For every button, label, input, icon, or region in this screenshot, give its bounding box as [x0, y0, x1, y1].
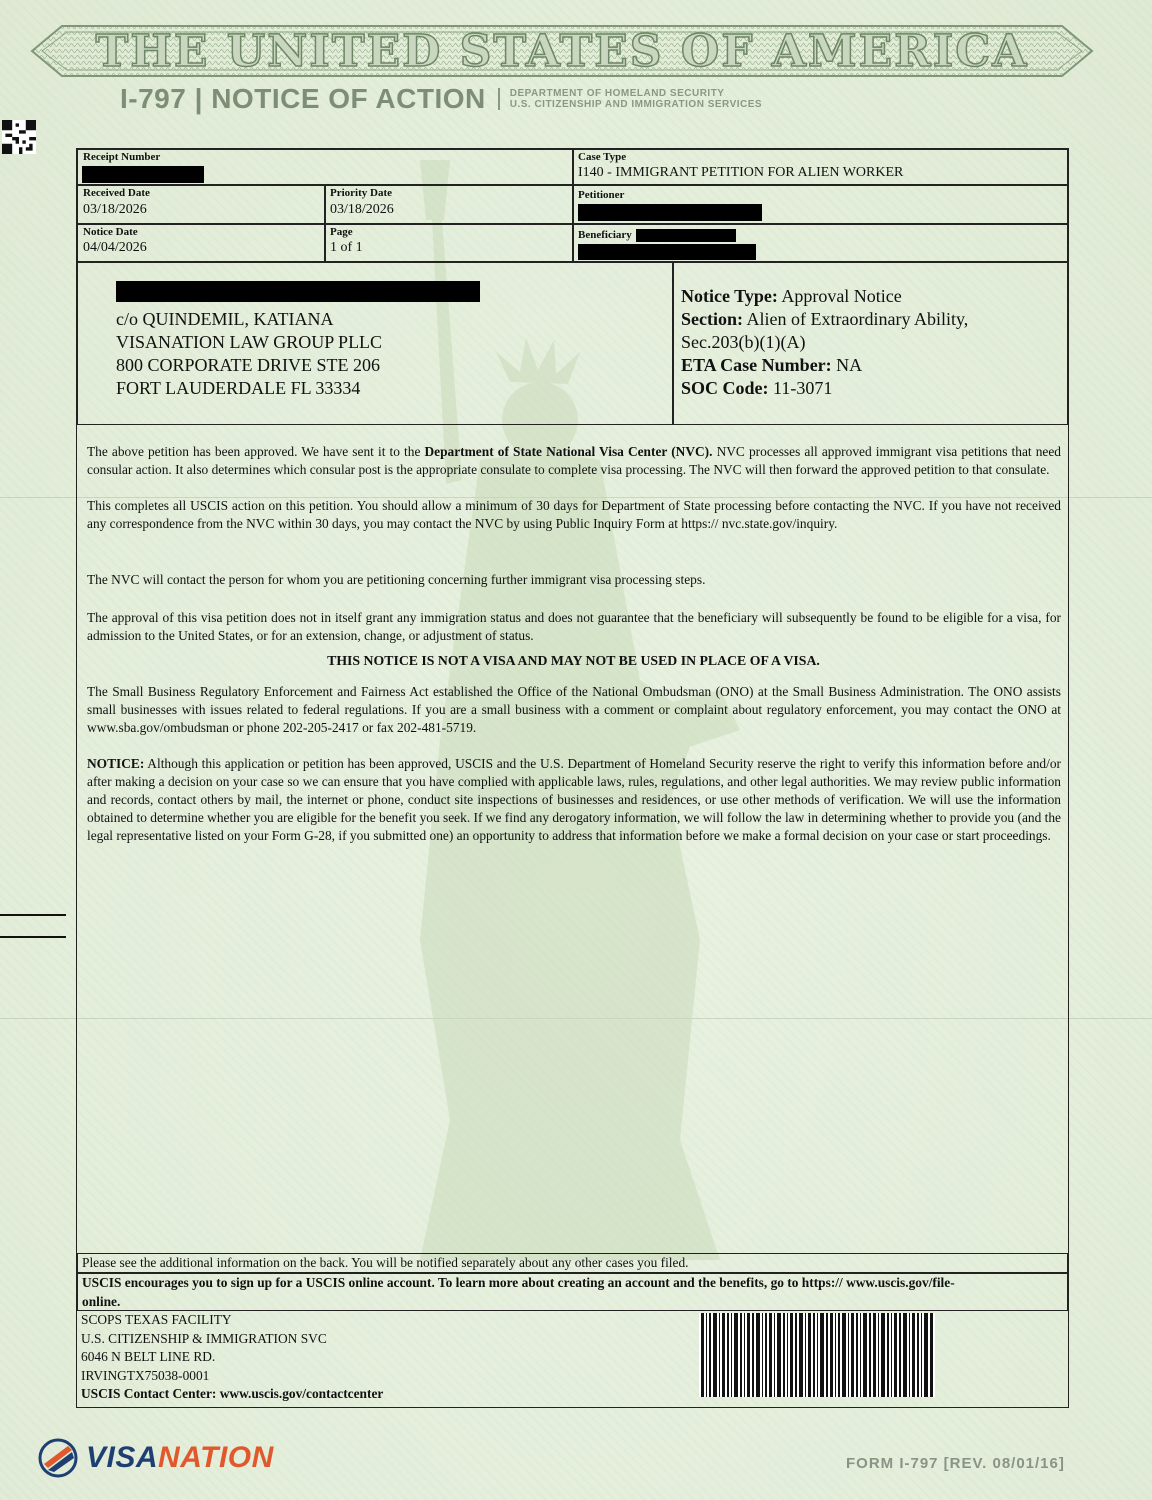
- notice-type-value: Approval Notice: [777, 286, 902, 306]
- notice-type-label: Notice Type:: [681, 286, 778, 306]
- address-line: FORT LAUDERDALE FL 33334: [116, 378, 361, 398]
- received-date-cell: [77, 185, 325, 224]
- logo-wordmark: [86, 1441, 274, 1475]
- case-type-label: Case Type: [578, 151, 627, 163]
- office-line: IRVINGTX75038-0001: [81, 1367, 210, 1383]
- page-label: Page: [330, 226, 353, 238]
- section-value-continued: Sec.203(b)(1)(A): [681, 332, 806, 352]
- barcode-icon: [699, 1313, 935, 1397]
- received-date-value: 03/18/2026: [83, 202, 147, 217]
- notice-date-label: Notice Date: [83, 226, 138, 238]
- visanation-logo-icon: [38, 1438, 80, 1478]
- additional-info-row: [77, 1253, 1068, 1273]
- notice-date-cell: [77, 224, 325, 262]
- banner-title: THE UNITED STATES OF AMERICA: [95, 25, 1029, 77]
- redaction-bar: [578, 244, 756, 260]
- margin-mark: [0, 914, 66, 916]
- notice-label: NOTICE:: [87, 756, 145, 771]
- section-value: Alien of Extraordinary Ability,: [743, 309, 969, 329]
- additional-info-text: Please see the additional information on the back. You will be notified separately about any other cases you filed.: [82, 1255, 689, 1270]
- priority-date-label: Priority Date: [330, 187, 392, 199]
- soc-code-value: 11-3071: [768, 378, 833, 398]
- logo-nation: NATION: [158, 1441, 274, 1474]
- paragraph-nvc-contact: The NVC will contact the person for whom you are petitioning concerning further immigrant visa processing steps.: [87, 572, 706, 587]
- eta-case-number-label: ETA Case Number:: [681, 355, 832, 375]
- form-title: I-797 | NOTICE OF ACTION: [120, 83, 486, 114]
- paragraph-text: Although this application or petition has been approved, USCIS and the U.S. Department of Homeland Security reserve the right to verify this information before and/or after making a decision on your case so we can ensure that you have complied with applicable laws, rules, regulations, and other legal authorities. We may review public information and records, contact others by mail, the internet or phone, conduct site inspections of businesses and residences, or use other methods of verification. We will use the information obtained to determine whether you are eligible for the benefit you seek. If we find any derogatory information, we will follow the law in determining whether to provide you (and the legal representative listed on your Form G-28, if you submitted one) an opportunity to address that information before we make a formal decision on your case or start proceedings.: [87, 756, 1061, 843]
- redaction-bar: [116, 281, 480, 302]
- mailing-address-block: [77, 262, 673, 425]
- paragraph-ombudsman: The Small Business Regulatory Enforcement and Fairness Act established the Office of the National Ombudsman (ONO) at the Small Business Administration. The ONO assists small businesses with issues related to federal regulations. If you are a small business with a comment or complaint about regulatory enforcement, you may contact the ONO at www.sba.gov/ombudsman or phone 202-205-2417 or fax 202-481-5719.: [87, 684, 1061, 735]
- petitioner-cell: [573, 185, 1068, 224]
- office-line: U.S. CITIZENSHIP & IMMIGRATION SVC: [81, 1330, 327, 1346]
- logo-visa: VISA: [86, 1441, 159, 1474]
- contact-center: USCIS Contact Center: www.uscis.gov/contactcenter: [81, 1386, 384, 1401]
- petitioner-label: Petitioner: [578, 189, 625, 201]
- address-line: 800 CORPORATE DRIVE STE 206: [116, 355, 381, 375]
- department-line-1: DEPARTMENT OF HOMELAND SECURITY: [509, 88, 725, 99]
- notice-form: [76, 148, 1069, 1408]
- header-banner: [22, 18, 1102, 84]
- receipt-number-cell: [77, 149, 573, 185]
- receipt-number-label: Receipt Number: [83, 151, 161, 163]
- visanation-logo: [38, 1438, 274, 1478]
- office-line: SCOPS TEXAS FACILITY: [81, 1312, 232, 1327]
- address-line: c/o QUINDEMIL, KATIANA: [116, 309, 334, 329]
- redaction-bar: [578, 204, 762, 221]
- redaction-bar: [82, 166, 204, 183]
- office-address: [81, 1311, 383, 1404]
- nvc-name: Department of State National Visa Center (NVC).: [424, 444, 713, 459]
- case-type-value: I140 - IMMIGRANT PETITION FOR ALIEN WORKER: [578, 165, 904, 180]
- redaction-bar: [636, 229, 736, 242]
- eta-case-number-value: NA: [831, 355, 863, 375]
- online-account-text: USCIS encourages you to sign up for a USCIS online account. To learn more about creating an account and the benefits, go to https:// www.uscis.gov/file-online.: [82, 1275, 955, 1309]
- online-account-row: [77, 1273, 1068, 1311]
- paragraph-text: The above petition has been approved. We have sent it to the: [87, 444, 425, 459]
- notice-details: [681, 285, 968, 400]
- case-type-cell: [573, 149, 1068, 185]
- not-a-visa-warning: THIS NOTICE IS NOT A VISA AND MAY NOT BE USED IN PLACE OF A VISA.: [327, 653, 820, 668]
- received-date-label: Received Date: [83, 187, 150, 199]
- paragraph-verification-notice: [87, 755, 1061, 845]
- department-label: [498, 88, 762, 110]
- soc-code-label: SOC Code:: [681, 378, 769, 398]
- priority-date-cell: [325, 185, 573, 224]
- priority-date-value: 03/18/2026: [330, 202, 394, 217]
- section-label: Section:: [681, 309, 743, 329]
- paragraph-approval: [87, 443, 1061, 479]
- address-line: VISANATION LAW GROUP PLLC: [116, 332, 383, 352]
- paragraph-approval-disclaimer: The approval of this visa petition does not in itself grant any immigration status and does not guarantee that the beneficiary will subsequently be found to be eligible for a visa, for admission to the United States, or for an extension, change, or adjustment of status.: [87, 610, 1061, 643]
- page-cell: [325, 224, 573, 262]
- beneficiary-label: Beneficiary: [578, 229, 632, 241]
- paragraph-text: NVC processes all approved immigrant visa petitions that need consular action. It also determines which consular post is the appropriate consulate to complete visa processing. The NVC will then forward the approved petition to that consulate.: [87, 444, 1061, 477]
- form-title-row: [120, 84, 762, 114]
- notice-date-value: 04/04/2026: [83, 240, 147, 255]
- office-line: 6046 N BELT LINE RD.: [81, 1349, 216, 1364]
- qr-code-icon: [2, 120, 36, 154]
- department-line-2: U.S. CITIZENSHIP AND IMMIGRATION SERVICES: [509, 99, 763, 110]
- page-value: 1 of 1: [330, 240, 363, 255]
- beneficiary-cell: [573, 224, 1068, 262]
- form-revision: FORM I-797 [REV. 08/01/16]: [846, 1455, 1065, 1472]
- paragraph-uscis-action: This completes all USCIS action on this petition. You should allow a minimum of 30 days for Department of State processing before contacting the NVC. If you have not received any correspondence from the NVC within 30 days, you may contact the NVC by using Public Inquiry Form at https:// nvc.state.gov/inquiry.: [87, 498, 1061, 531]
- margin-mark: [0, 936, 66, 938]
